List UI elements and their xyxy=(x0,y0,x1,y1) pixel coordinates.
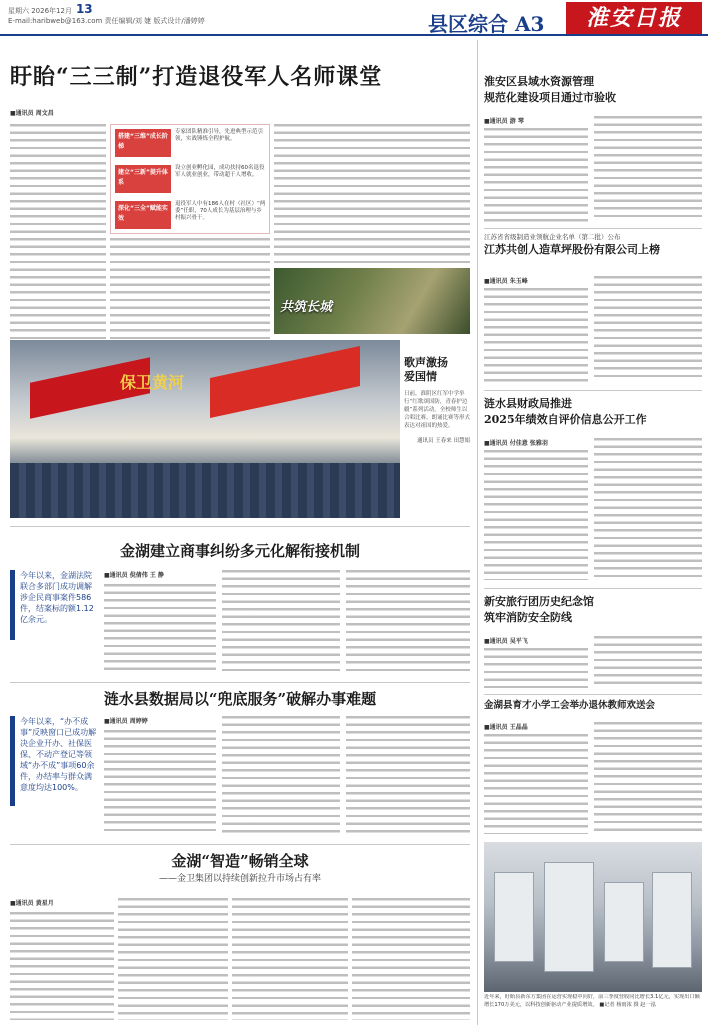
lead-box-1-text: 专家团队精准引导，先进典型示范引领，实战锤炼全程护航。 xyxy=(175,129,264,142)
jingui-headline: 金湖“智造”畅销全球 xyxy=(171,852,309,870)
right-s2-column-2 xyxy=(594,276,702,382)
masthead xyxy=(0,0,708,36)
lead-box-3-label: 深化“三全”赋能实效 xyxy=(115,201,171,229)
masthead-dateline xyxy=(8,4,205,26)
jinhu-headline: 金湖建立商事纠纷多元化解衔接机制 xyxy=(119,542,360,560)
right-s2-byline: ■通讯员 朱玉峰 xyxy=(484,278,528,285)
jingui-column-2 xyxy=(118,898,228,1020)
masthead-date: 星期六 2026年12月 xyxy=(8,7,72,15)
choir-people xyxy=(10,463,400,518)
lianshui-quote: 今年以来，“办不成事”反映窗口已成功解决企业开办、社保医保、不动产登记等领域“办不成”事项60余件，办结率与群众满意度均达100%。 xyxy=(20,717,97,792)
jingui-column-1 xyxy=(10,912,114,1020)
lead-column-2 xyxy=(110,238,270,344)
divider xyxy=(10,526,470,527)
lead-column-3 xyxy=(274,124,470,264)
lead-photo-overlay: 共筑长城 xyxy=(280,300,333,315)
divider xyxy=(10,682,470,683)
machine-shape xyxy=(544,862,594,972)
lead-box-2-label: 建立“三新”提升体系 xyxy=(115,165,171,193)
right-s1-headline: 淮安区县域水资源管理 规范化建设项目通过市验收 xyxy=(484,75,616,104)
lead-box-2-text: 设立创业孵化园，成功扶持60名退役军人就业创业，带动超千人增收。 xyxy=(175,165,265,178)
right-s4-column-2 xyxy=(594,636,702,688)
column-rule xyxy=(477,40,478,1025)
flag-shape xyxy=(210,346,360,418)
right-s1-column-1 xyxy=(484,128,588,222)
lead-headline-block xyxy=(10,62,470,102)
jinhu-column-3 xyxy=(346,570,470,674)
jingui-byline: ■通讯员 黄星月 xyxy=(10,900,54,907)
machine-shape xyxy=(604,882,644,962)
right-s5-headline: 金湖县育才小学工会举办退休教师欢送会 xyxy=(484,700,656,711)
jingui-headline-block xyxy=(10,850,470,894)
right-s2-headline: 江苏共创人造草坪股份有限公司上榜 xyxy=(484,243,660,256)
right-s3-headline: 涟水县财政局推进 2025年绩效自评价信息公开工作 xyxy=(484,397,647,426)
right-s3-column-1 xyxy=(484,450,588,580)
lead-box-3-text: 退役军人中有186人在村（社区）“两委”任职，70人成长为基层治理与乡村振兴骨干。 xyxy=(175,201,266,221)
section-title: 县区综合 A3 xyxy=(428,12,545,36)
divider xyxy=(10,844,470,845)
factory-photo xyxy=(484,842,702,992)
jinhu-quote: 今年以来，金湖法院联合多部门成功调解涉企民商事案件586件，结案标的额1.12亿余元。 xyxy=(20,571,94,624)
jingui-column-3 xyxy=(232,898,348,1020)
lead-photo xyxy=(274,268,470,334)
jingui-column-4 xyxy=(352,898,470,1020)
divider xyxy=(484,228,702,229)
right-s3-byline: ■通讯员 付佳意 张雅羽 xyxy=(484,440,548,447)
right-s1-headline-block xyxy=(484,74,702,112)
lianshui-byline: ■通讯员 周婷婷 xyxy=(104,718,148,725)
lead-box-1-label: 搭建“三维”成长阶梯 xyxy=(115,129,171,157)
jinhu-column-2 xyxy=(222,570,340,674)
quote-bar xyxy=(10,570,15,640)
jinhu-headline-block xyxy=(10,540,470,564)
lead-headline: 盱眙“三三制”打造退役军人名师课堂 xyxy=(10,64,383,90)
machine-shape xyxy=(494,872,534,962)
right-s2-column-1 xyxy=(484,288,588,382)
right-s4-byline: ■通讯员 吴平飞 xyxy=(484,638,528,645)
caption-title: 歌声激扬 爱国情 xyxy=(404,356,448,383)
page-number: 13 xyxy=(75,2,93,16)
lianshui-column-3 xyxy=(346,716,470,836)
main-photo xyxy=(10,340,400,518)
right-s4-column-1 xyxy=(484,648,588,688)
right-s5-byline: ■通讯员 王晶晶 xyxy=(484,724,528,731)
factory-caption-text: 近年来，盱眙县新东方集团在运营实现稳中向好，前三季度营收同比增长3.1亿元，实现出口额增长170万美元，以科技创新驱动产业提质增效。 xyxy=(484,994,700,1008)
newspaper-logo: 淮安日报 xyxy=(566,2,702,34)
lianshui-headline-block xyxy=(10,688,470,712)
masthead-editor: E-mail:haribweb@163.com 责任编辑/刘 婕 版式设计/潘婷婷 xyxy=(8,17,205,25)
divider xyxy=(484,588,702,589)
right-s5-headline-block xyxy=(484,698,702,718)
divider xyxy=(484,694,702,695)
right-s5-column-1 xyxy=(484,734,588,834)
quote-bar xyxy=(10,716,15,806)
right-s5-column-2 xyxy=(594,722,702,834)
main-photo-caption xyxy=(404,356,470,516)
right-s2-kicker: 江苏省省级制造业领航企业名单（第二批）公布 xyxy=(484,233,621,241)
divider xyxy=(484,390,702,391)
caption-credit: 通讯员 王春来 田慧娟 xyxy=(417,438,470,444)
right-s1-byline: ■通讯员 游 琴 xyxy=(484,118,524,125)
right-s3-headline-block xyxy=(484,396,702,434)
machine-shape xyxy=(652,872,692,968)
factory-caption-credit: ■记者 杨雨浓 摄 赵一泓 xyxy=(599,1001,656,1008)
right-s2-headline-block xyxy=(484,232,702,272)
lianshui-headline: 涟水县数据局以“兜底服务”破解办事难题 xyxy=(103,690,377,708)
right-s3-column-2 xyxy=(594,438,702,580)
right-s4-headline-block xyxy=(484,594,702,632)
jinhu-byline: ■通讯员 倪倩伟 王 静 xyxy=(104,572,164,579)
factory-caption xyxy=(484,994,702,1024)
jingui-subtitle: ——金卫集团以持续创新拉升市场占有率 xyxy=(158,874,321,884)
lead-info-box xyxy=(110,124,270,234)
banner-text: 保卫黄河 xyxy=(120,373,185,392)
jinhu-column-1 xyxy=(104,584,216,674)
caption-text: 日前，淮阴区红军中学举行“红歌颂国防，青春护边疆”系列活动。全校师生以合唱比赛、朗诵比赛等形式表达对祖国的热爱。 xyxy=(404,391,470,429)
right-s4-headline: 新安旅行团历史纪念馆 筑牢消防安全防线 xyxy=(484,595,594,624)
lianshui-column-2 xyxy=(222,716,340,836)
right-s1-column-2 xyxy=(594,116,702,222)
lead-byline: ■通讯员 周文昌 xyxy=(10,110,54,117)
lead-column-1 xyxy=(10,124,106,344)
lianshui-column-1 xyxy=(104,730,216,836)
